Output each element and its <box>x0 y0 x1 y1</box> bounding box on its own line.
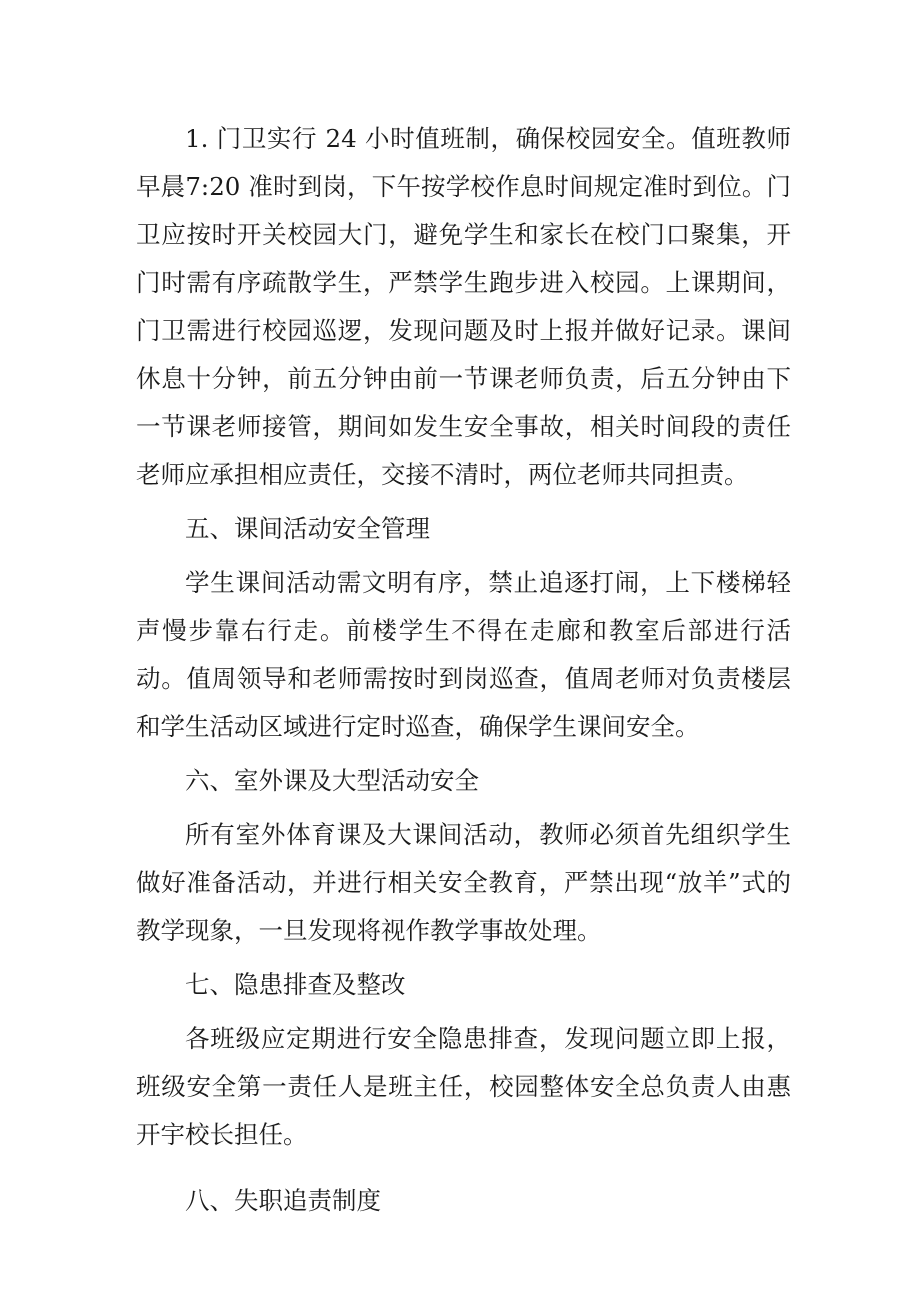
paragraph-gatekeeper-duty: 1. 门卫实行 24 小时值班制，确保校园安全。值班教师早晨7:20 准时到岗，下午按学校作息时间规定准时到位。门卫应按时开关校园大门，避免学生和家长在校门口聚集，开门时需有序疏散学生，严禁学生跑步进入校园。上课期间，门卫需进行校园巡逻，发现问题及时上报并做好记录。课间休息十分钟，前五分钟由前一节课老师负责，后五分钟由下一节课老师接管，期间如发生安全事故，相关时间段的责任老师应承担相应责任，交接不清时，两位老师共同担责。 <box>136 124 791 489</box>
document-body <box>136 115 791 1225</box>
section-heading-accountability: 八、失职追责制度 <box>185 1186 381 1215</box>
section-heading-hazard-check: 七、隐患排查及整改 <box>185 970 406 999</box>
section-heading-break-activity: 五、课间活动安全管理 <box>185 514 430 543</box>
paragraph-hazard-check: 各班级应定期进行安全隐患排查，发现问题立即上报，班级安全第一责任人是班主任，校园整体安全总负责人由惠开宇校长担任。 <box>136 1024 791 1149</box>
section-heading-outdoor-activity: 六、室外课及大型活动安全 <box>185 766 479 795</box>
paragraph-break-activity: 学生课间活动需文明有序，禁止追逐打闹，上下楼梯轻声慢步靠右行走。前楼学生不得在走廊和教室后部进行活动。值周领导和老师需按时到岗巡查，值周老师对负责楼层和学生活动区域进行定时巡查，确保学生课间安全。 <box>136 568 791 741</box>
paragraph-outdoor-activity: 所有室外体育课及大课间活动，教师必须首先组织学生做好准备活动，并进行相关安全教育，严禁出现“放羊”式的教学现象，一旦发现将视作教学事故处理。 <box>136 820 791 945</box>
